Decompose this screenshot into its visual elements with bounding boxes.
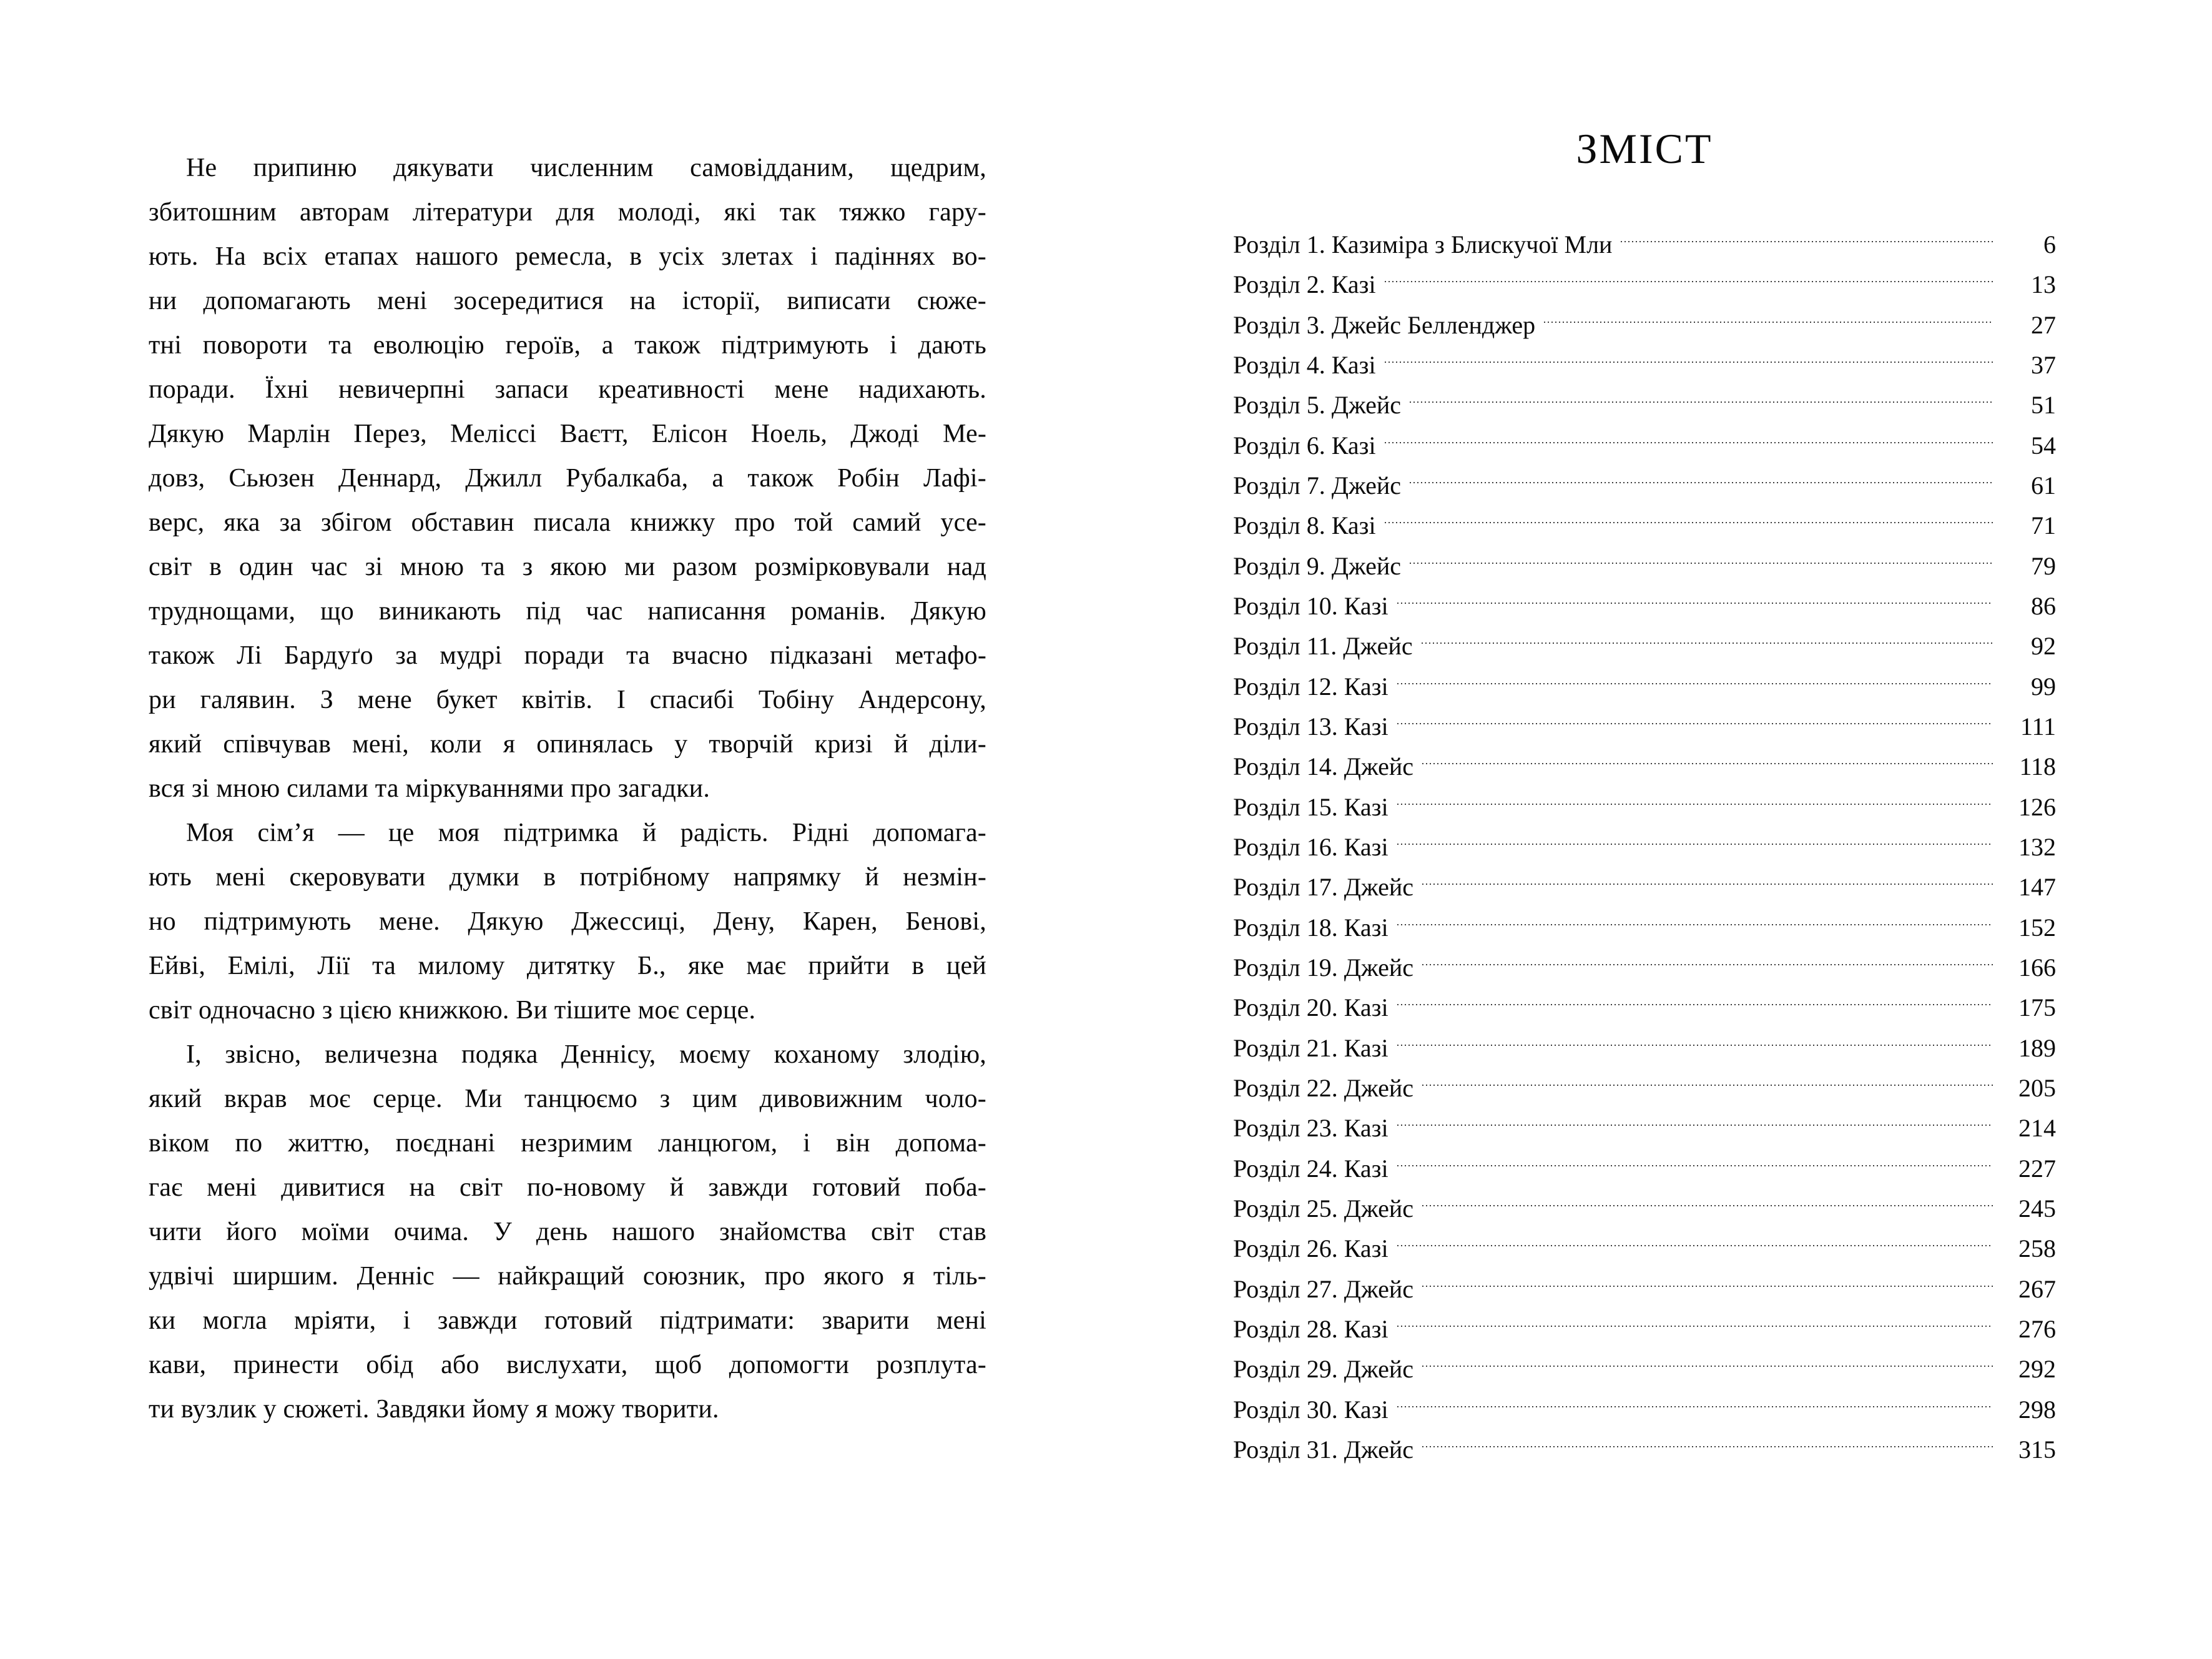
toc-entry bbox=[1233, 712, 2056, 752]
toc-entry-label: Розділ 17. Джейс bbox=[1233, 873, 1414, 902]
toc-dotted-leader bbox=[1397, 1245, 1993, 1246]
toc-list bbox=[1233, 230, 2056, 1475]
toc-entry bbox=[1233, 632, 2056, 672]
ack-line: віком по життю, поєднані незримим ланцюгом, і він допома- bbox=[149, 1129, 986, 1158]
toc-dotted-leader bbox=[1397, 1406, 1993, 1407]
toc-dotted-leader bbox=[1410, 482, 1993, 483]
toc-dotted-leader bbox=[1422, 1286, 1993, 1287]
toc-dotted-leader bbox=[1397, 723, 1993, 724]
toc-entry-page-number: 118 bbox=[2019, 752, 2056, 781]
ack-line: який співчував мені, коли я опинялась у творчій кризі й діли- bbox=[149, 730, 986, 759]
toc-entry-page-number: 71 bbox=[2031, 511, 2056, 540]
toc-dotted-leader bbox=[1397, 844, 1993, 845]
toc-entry-label: Розділ 10. Казі bbox=[1233, 591, 1389, 620]
toc-dotted-leader bbox=[1397, 1004, 1993, 1005]
toc-entry bbox=[1233, 752, 2056, 792]
ack-line: труднощами, що виникають під час написання романів. Дякую bbox=[149, 597, 986, 626]
toc-entry-page-number: 132 bbox=[2018, 832, 2056, 861]
toc-entry-label: Розділ 12. Казі bbox=[1233, 672, 1389, 701]
ack-line: ють мені скеровувати думки в потрібному напрямку й незмін- bbox=[149, 863, 986, 892]
ack-line: збитошним авторам літератури для молоді, які так тяжко гару- bbox=[149, 198, 986, 227]
ack-line: поради. Їхні невичерпні запаси креативності мене надихають. bbox=[149, 375, 986, 404]
toc-entry bbox=[1233, 873, 2056, 913]
toc-entry-page-number: 267 bbox=[2018, 1274, 2056, 1303]
ack-line: ки могла мріяти, і завжди готовий підтримати: зварити мені bbox=[149, 1306, 986, 1335]
toc-entry-page-number: 315 bbox=[2018, 1435, 2056, 1464]
ack-line: ни допомагають мені зосередитися на історії, виписати сюже- bbox=[149, 287, 986, 315]
toc-entry bbox=[1233, 1315, 2056, 1355]
toc-dotted-leader bbox=[1422, 964, 1993, 965]
toc-dotted-leader bbox=[1385, 362, 1993, 363]
toc-entry bbox=[1233, 431, 2056, 471]
toc-entry-label: Розділ 13. Казі bbox=[1233, 712, 1389, 741]
toc-entry-page-number: 99 bbox=[2031, 672, 2056, 701]
ack-line: верс, яка за збігом обставин писала книжку про той самий усе- bbox=[149, 508, 986, 537]
toc-dotted-leader bbox=[1422, 1085, 1993, 1086]
toc-dotted-leader bbox=[1397, 924, 1993, 925]
toc-entry-label: Розділ 22. Джейс bbox=[1233, 1073, 1414, 1102]
toc-entry-label: Розділ 26. Казі bbox=[1233, 1234, 1389, 1263]
toc-entry-page-number: 27 bbox=[2031, 310, 2056, 339]
toc-dotted-leader bbox=[1422, 763, 1993, 764]
toc-entry-label: Розділ 27. Джейс bbox=[1233, 1274, 1414, 1303]
toc-dotted-leader bbox=[1410, 563, 1993, 564]
toc-entry bbox=[1233, 1034, 2056, 1074]
toc-entry-label: Розділ 6. Казі bbox=[1233, 431, 1376, 460]
toc-entry-page-number: 37 bbox=[2031, 350, 2056, 379]
contents-page bbox=[1106, 0, 2212, 1659]
toc-entry bbox=[1233, 1194, 2056, 1234]
toc-entry-page-number: 86 bbox=[2031, 591, 2056, 620]
toc-dotted-leader bbox=[1544, 322, 1993, 323]
toc-dotted-leader bbox=[1422, 642, 1993, 644]
ack-line: також Лі Бардуґо за мудрі поради та вчасно підказані метафо- bbox=[149, 641, 986, 670]
toc-entry bbox=[1233, 1355, 2056, 1395]
ack-line: світ в один час зі мною та з якою ми разом розмірковували над bbox=[149, 553, 986, 581]
toc-entry-page-number: 298 bbox=[2018, 1395, 2056, 1424]
toc-entry bbox=[1233, 592, 2056, 632]
toc-entry-page-number: 61 bbox=[2031, 471, 2056, 500]
toc-entry bbox=[1233, 270, 2056, 310]
toc-entry-page-number: 111 bbox=[2020, 712, 2056, 741]
toc-entry-label: Розділ 8. Казі bbox=[1233, 511, 1376, 540]
toc-entry bbox=[1233, 1396, 2056, 1435]
toc-entry-label: Розділ 30. Казі bbox=[1233, 1395, 1389, 1424]
toc-entry bbox=[1233, 1435, 2056, 1475]
toc-entry bbox=[1233, 1275, 2056, 1315]
toc-entry-page-number: 6 bbox=[2043, 230, 2056, 258]
toc-entry-label: Розділ 23. Казі bbox=[1233, 1114, 1389, 1143]
toc-entry-page-number: 292 bbox=[2018, 1355, 2056, 1384]
toc-entry-page-number: 147 bbox=[2018, 873, 2056, 902]
ack-line: Дякую Марлін Перез, Меліссі Ваєтт, Елісон Ноель, Джоді Ме- bbox=[149, 420, 986, 448]
ack-line: тні повороти та еволюцію героїв, а також підтримують і дають bbox=[149, 331, 986, 360]
toc-entry-label: Розділ 14. Джейс bbox=[1233, 752, 1414, 781]
toc-entry bbox=[1233, 552, 2056, 592]
toc-entry bbox=[1233, 311, 2056, 351]
toc-entry-label: Розділ 16. Казі bbox=[1233, 832, 1389, 861]
toc-dotted-leader bbox=[1385, 281, 1993, 282]
toc-entry-label: Розділ 31. Джейс bbox=[1233, 1435, 1414, 1464]
toc-dotted-leader bbox=[1422, 1205, 1993, 1206]
toc-entry-label: Розділ 5. Джейс bbox=[1233, 391, 1402, 420]
toc-entry-page-number: 166 bbox=[2018, 953, 2056, 982]
toc-entry-page-number: 189 bbox=[2018, 1033, 2056, 1062]
toc-dotted-leader bbox=[1422, 1366, 1993, 1367]
toc-dotted-leader bbox=[1397, 1165, 1993, 1166]
toc-title: ЗМІСТ bbox=[1576, 125, 1713, 172]
toc-entry bbox=[1233, 1074, 2056, 1114]
toc-entry-page-number: 245 bbox=[2018, 1194, 2056, 1223]
toc-entry-page-number: 152 bbox=[2018, 913, 2056, 942]
toc-entry-label: Розділ 18. Казі bbox=[1233, 913, 1389, 942]
toc-entry-label: Розділ 29. Джейс bbox=[1233, 1355, 1414, 1384]
toc-entry-label: Розділ 4. Казі bbox=[1233, 350, 1376, 379]
toc-dotted-leader bbox=[1385, 522, 1993, 523]
toc-dotted-leader bbox=[1422, 1446, 1993, 1447]
toc-entry-page-number: 13 bbox=[2031, 270, 2056, 299]
ack-line: ри галявин. З мене букет квітів. І спасибі Тобіну Андерсону, bbox=[149, 686, 986, 714]
toc-dotted-leader bbox=[1397, 1045, 1993, 1046]
ack-line: ти вузлик у сюжеті. Завдяки йому я можу творити. bbox=[149, 1395, 719, 1424]
ack-line: який вкрав моє серце. Ми танцюємо з цим дивовижним чоло- bbox=[149, 1085, 986, 1113]
toc-entry bbox=[1233, 833, 2056, 873]
toc-entry bbox=[1233, 1234, 2056, 1274]
toc-dotted-leader bbox=[1422, 884, 1993, 885]
toc-entry-label: Розділ 2. Казі bbox=[1233, 270, 1376, 299]
toc-entry-page-number: 227 bbox=[2018, 1154, 2056, 1183]
toc-entry bbox=[1233, 913, 2056, 953]
toc-entry bbox=[1233, 471, 2056, 511]
toc-entry bbox=[1233, 391, 2056, 431]
toc-entry-label: Розділ 24. Казі bbox=[1233, 1154, 1389, 1183]
toc-entry-page-number: 126 bbox=[2018, 792, 2056, 821]
toc-dotted-leader bbox=[1397, 804, 1993, 805]
toc-entry bbox=[1233, 953, 2056, 993]
toc-entry bbox=[1233, 672, 2056, 712]
acknowledgments-text bbox=[149, 146, 986, 1432]
toc-entry-label: Розділ 11. Джейс bbox=[1233, 632, 1413, 661]
toc-entry-label: Розділ 28. Казі bbox=[1233, 1314, 1389, 1343]
toc-entry-page-number: 276 bbox=[2018, 1314, 2056, 1343]
ack-line: Ейві, Емілі, Лії та милому дитятку Б., яке має прийти в цей bbox=[149, 952, 986, 980]
toc-entry-label: Розділ 7. Джейс bbox=[1233, 471, 1402, 500]
toc-entry-page-number: 51 bbox=[2031, 391, 2056, 420]
toc-entry bbox=[1233, 351, 2056, 391]
ack-line: кави, принести обід або вислухати, щоб допомогти розплута- bbox=[149, 1351, 986, 1379]
toc-entry-label: Розділ 9. Джейс bbox=[1233, 551, 1402, 580]
toc-entry bbox=[1233, 993, 2056, 1033]
ack-line: Не припиню дякувати численним самовідданим, щедрим, bbox=[186, 154, 986, 182]
ack-line: довз, Сьюзен Деннард, Джилл Рубалкаба, а також Робін Лафі- bbox=[149, 464, 986, 493]
toc-dotted-leader bbox=[1621, 241, 1993, 242]
ack-line: гає мені дивитися на світ по-новому й завжди готовий поба- bbox=[149, 1173, 986, 1202]
ack-line: ють. На всіх етапах нашого ремесла, в усіх злетах і падіннях во- bbox=[149, 242, 986, 271]
toc-dotted-leader bbox=[1397, 1125, 1993, 1126]
ack-line: чити його моїми очима. У день нашого знайомства світ став bbox=[149, 1218, 986, 1246]
toc-dotted-leader bbox=[1385, 442, 1993, 443]
toc-entry bbox=[1233, 230, 2056, 270]
ack-line: удвічі ширшим. Денніс — найкращий союзник, про якого я тіль- bbox=[149, 1262, 986, 1291]
toc-entry-page-number: 205 bbox=[2018, 1073, 2056, 1102]
toc-entry-page-number: 54 bbox=[2031, 431, 2056, 460]
toc-entry-page-number: 214 bbox=[2018, 1114, 2056, 1143]
toc-entry-page-number: 258 bbox=[2018, 1234, 2056, 1263]
toc-dotted-leader bbox=[1397, 603, 1993, 604]
toc-entry-page-number: 175 bbox=[2018, 993, 2056, 1022]
toc-entry bbox=[1233, 1154, 2056, 1194]
toc-dotted-leader bbox=[1397, 1326, 1993, 1327]
toc-entry-page-number: 92 bbox=[2031, 632, 2056, 661]
toc-entry-label: Розділ 19. Джейс bbox=[1233, 953, 1414, 982]
toc-entry-label: Розділ 21. Казі bbox=[1233, 1033, 1389, 1062]
toc-entry-label: Розділ 15. Казі bbox=[1233, 792, 1389, 821]
toc-entry-label: Розділ 20. Казі bbox=[1233, 993, 1389, 1022]
ack-line: світ одночасно з цією книжкою. Ви тішите моє серце. bbox=[149, 996, 756, 1025]
ack-line: Моя сім’я — це моя підтримка й радість. Рідні допомага- bbox=[186, 819, 986, 847]
toc-entry bbox=[1233, 793, 2056, 833]
toc-entry-page-number: 79 bbox=[2031, 551, 2056, 580]
toc-entry-label: Розділ 25. Джейс bbox=[1233, 1194, 1414, 1223]
toc-entry-label: Розділ 1. Казиміра з Блискучої Мли bbox=[1233, 230, 1613, 258]
toc-dotted-leader bbox=[1410, 401, 1993, 403]
ack-line: но підтримують мене. Дякую Джессиці, Дену, Карен, Бенові, bbox=[149, 907, 986, 936]
toc-entry bbox=[1233, 1114, 2056, 1154]
toc-entry bbox=[1233, 511, 2056, 551]
ack-line: І, звісно, величезна подяка Деннісу, моєму коханому злодію, bbox=[186, 1040, 986, 1069]
ack-line: вся зі мною силами та міркуваннями про загадки. bbox=[149, 774, 710, 803]
toc-entry-label: Розділ 3. Джейс Белленджер bbox=[1233, 310, 1536, 339]
toc-dotted-leader bbox=[1397, 683, 1993, 684]
